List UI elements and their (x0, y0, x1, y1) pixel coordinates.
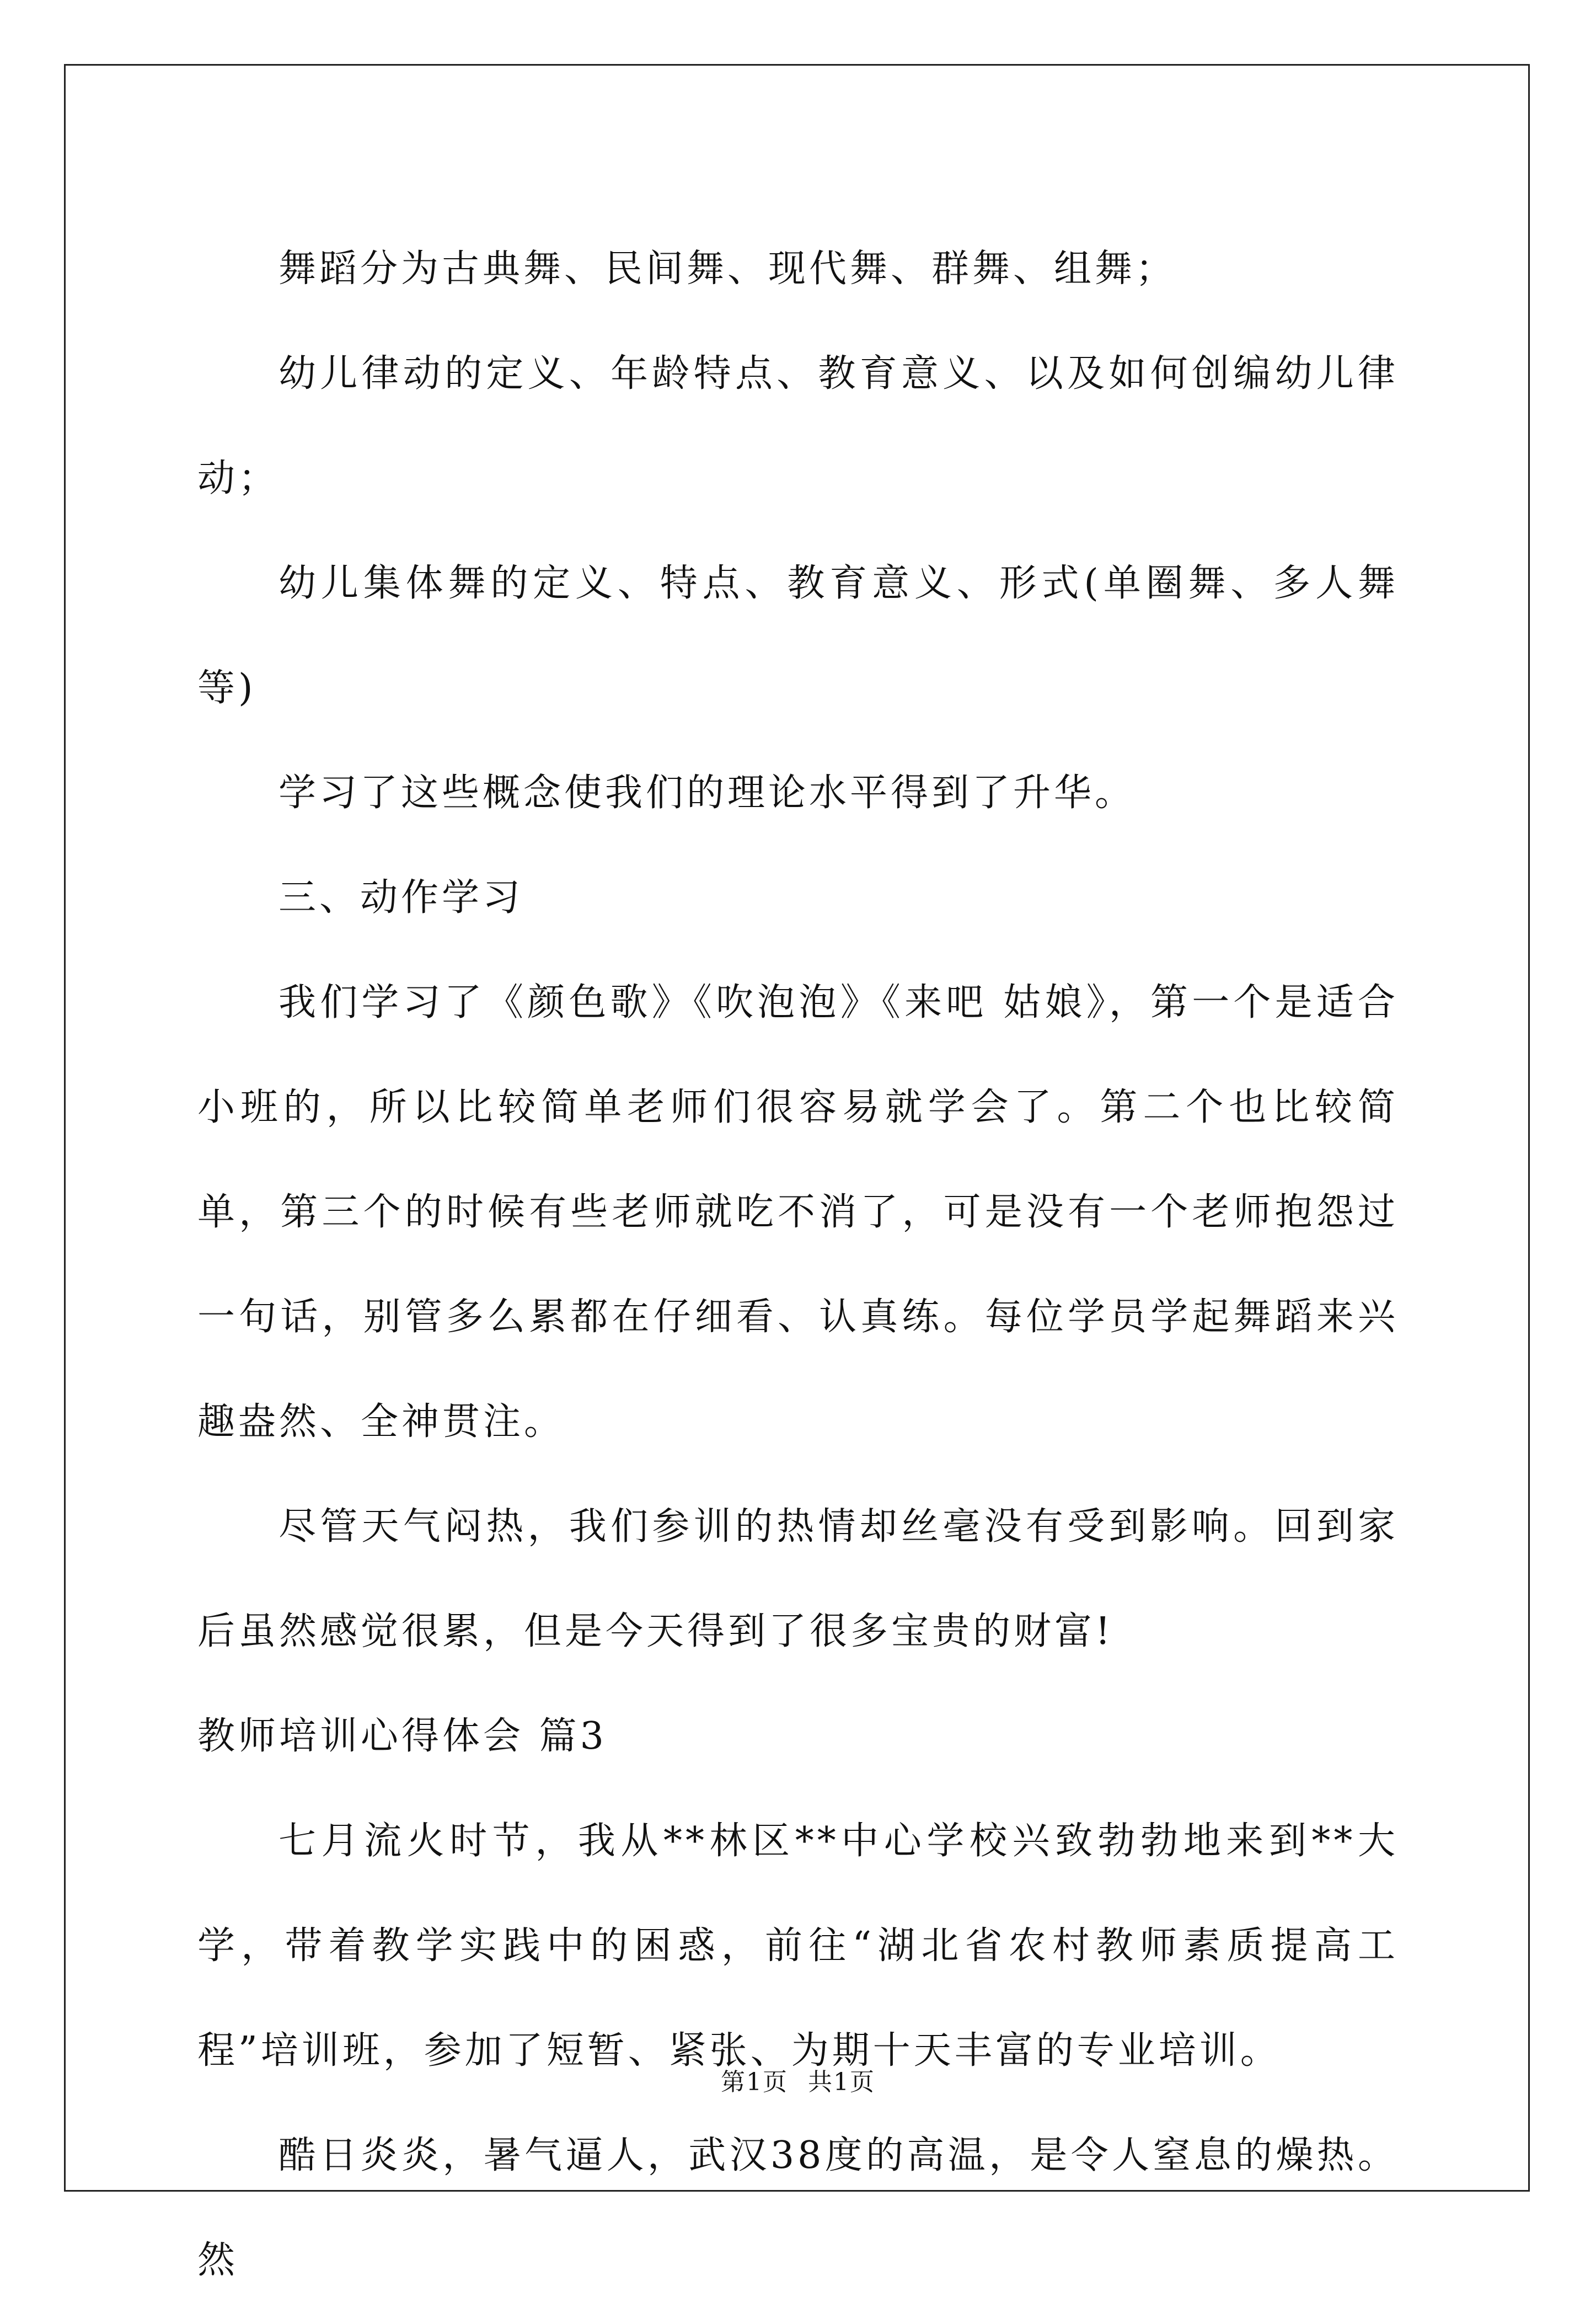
page-number-total: 共1页 (808, 2068, 875, 2096)
page-number-current: 第1页 (721, 2068, 788, 2096)
paragraph-heat: 酷日炎炎，暑气逼人，武汉38度的高温，是令人窒息的燥热。然 (197, 2134, 1399, 2282)
section-heading: 教师培训心得体会 篇3 (197, 1714, 607, 1758)
paragraph-songs-learned: 我们学习了《颜色歌》《吹泡泡》《来吧 姑娘》，第一个是适合小班的，所以比较简单老师们很容易就学会了。第二个也比较简单，第三个的时候有些老师就吃不消了，可是没有一个老师抱怨过一句话，别管多么累都在仔细看、认真练。每位学员学起舞蹈来兴趣盎然、全神贯注。 (197, 981, 1399, 1444)
page-footer (0, 2062, 1596, 2097)
paragraph-dance-types: 舞蹈分为古典舞、民间舞、现代舞、群舞、组舞； (279, 247, 1177, 291)
paragraph-weather: 尽管天气闷热，我们参训的热情却丝毫没有受到影响。回到家后虽然感觉很累，但是今天得到了很多宝贵的财富! (197, 1505, 1399, 1653)
paragraph-theory-summary: 学习了这些概念使我们的理论水平得到了升华。 (279, 771, 1136, 815)
subheading-action-learning: 三、动作学习 (279, 876, 524, 920)
paragraph-july-training: 七月流火时节，我从**林区**中心学校兴致勃勃地来到**大学，带着教学实践中的困惑，前往“湖北省农村教师素质提高工程”培训班，参加了短暂、紧张、为期十天丰富的专业培训。 (197, 1819, 1399, 2072)
paragraph-rhythm-definition: 幼儿律动的定义、年龄特点、教育意义、以及如何创编幼儿律动； (197, 352, 1399, 500)
document-body (197, 217, 1399, 2313)
paragraph-group-dance: 幼儿集体舞的定义、特点、教育意义、形式(单圈舞、多人舞等) (197, 562, 1399, 710)
